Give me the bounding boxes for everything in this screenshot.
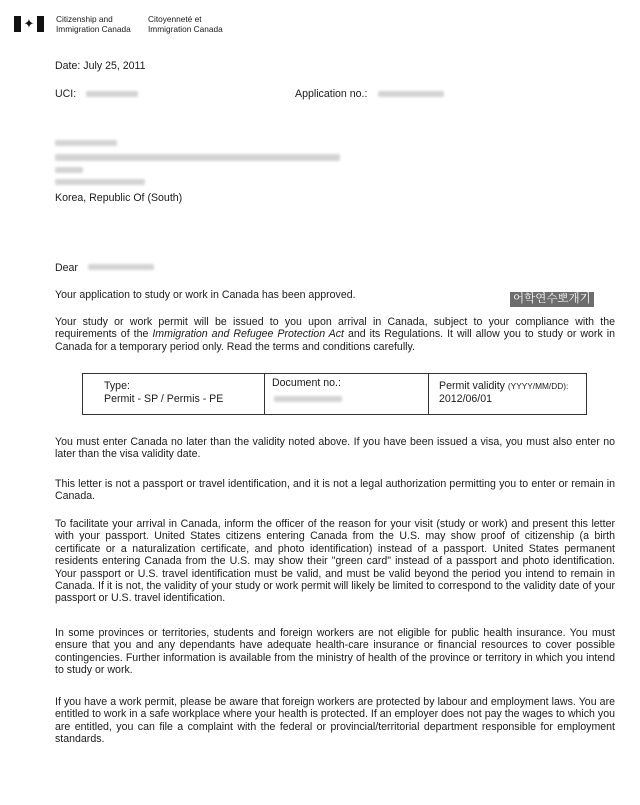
approval-statement: Your application to study or work in Canada has been approved. <box>55 289 356 301</box>
department-name-french <box>148 14 223 34</box>
work-permit-rights-paragraph: If you have a work permit, please be aware that foreign workers are protected by labour and employment laws. You are entitled to work in a safe workplace where your health is protected. If an employer does not pay the wages to which you are entitled, you can file a complaint with the federal or provincial/territorial department responsible for employment standards. <box>55 696 615 746</box>
date-label: Date: <box>55 60 81 72</box>
uci-label: UCI: <box>55 88 77 100</box>
address-redacted-line3 <box>55 167 83 173</box>
salutation: Dear <box>55 262 78 274</box>
date-value: July 25, 2011 <box>83 60 146 72</box>
dept-en-line2: Immigration Canada <box>56 24 131 34</box>
address-country: Korea, Republic Of (South) <box>55 192 183 204</box>
validity-format-hint: (YYYY/MM/DD): <box>507 381 569 391</box>
address-redacted-line1 <box>55 140 117 146</box>
entry-deadline-paragraph: You must enter Canada no later than the validity noted above. If you have been issued a visa, you must also enter no later than the visa validity date. <box>55 436 615 461</box>
not-passport-paragraph: This letter is not a passport or travel identification, and it is not a legal authorization permitting you to enter or remain in Canada. <box>55 478 615 503</box>
application-number-redacted <box>378 91 444 97</box>
issue-text-part2: and its Regulations. It will allow you to study or work in Canada for a temporary period only. Read the terms and conditions carefully. <box>55 328 615 353</box>
uci-redacted <box>86 91 138 97</box>
document-number-cell <box>264 374 429 414</box>
permit-type-cell <box>83 374 265 414</box>
address-redacted-line2 <box>55 154 340 161</box>
address-redacted-line4 <box>55 179 145 185</box>
validity-label-text: Permit validity <box>439 380 505 392</box>
health-insurance-paragraph: In some provinces or territories, students and foreign workers are not eligible for public health insurance. You must ensure that you and any dependants have adequate health-care insurance or financial resources to cover possible contingencies. Further information is available from the ministry of health of the province or territory in which you intend to study or work. <box>55 627 615 677</box>
dept-en-line1: Citizenship and <box>56 14 113 24</box>
permit-type-label: Type: <box>104 380 130 392</box>
canada-flag-icon: ✦ <box>14 16 44 32</box>
permit-issue-paragraph <box>55 316 615 353</box>
dept-fr-line2: Immigration Canada <box>148 24 223 34</box>
act-name: Immigration and Refugee Protection Act <box>152 328 344 341</box>
letter-date <box>55 60 146 73</box>
arrival-instructions-paragraph: To facilitate your arrival in Canada, inform the officer of the reason for your visit (study or work) and present this letter with your passport. United States citizens entering Canada from the U.S. may show proof of citizenship (a birth certificate or a naturalization certificate, and photo identification) instead of a passport. United States permanent residents entering Canada from the U.S. may show their "green card" instead of a passport and photo identification. Your passport or U.S. travel identification must be valid, and must be valid beyond the period you intend to remain in Canada. If it is not, the validity of your study or work permit will likely be limited to correspond to the validity date of your passport or U.S. travel identification. <box>55 518 615 605</box>
department-name-english <box>56 14 131 34</box>
issue-text-part1: Your study or work permit will be issued to you upon arrival in Canada, subject to your compliance with the requirements of the <box>55 316 615 341</box>
recipient-name-redacted <box>88 264 154 270</box>
watermark-label: 어학연수뽀개기 <box>510 292 594 307</box>
dept-fr-line1: Citoyenneté et <box>148 14 202 24</box>
application-number-label: Application no.: <box>295 88 368 100</box>
permit-validity-cell <box>428 374 586 414</box>
permit-validity-label <box>439 380 568 392</box>
permit-validity-value: 2012/06/01 <box>439 393 493 405</box>
document-number-redacted <box>274 396 342 402</box>
permit-type-value: Permit - SP / Permis - PE <box>104 393 224 405</box>
document-number-label: Document no.: <box>272 377 341 389</box>
permit-details-table <box>82 373 587 415</box>
